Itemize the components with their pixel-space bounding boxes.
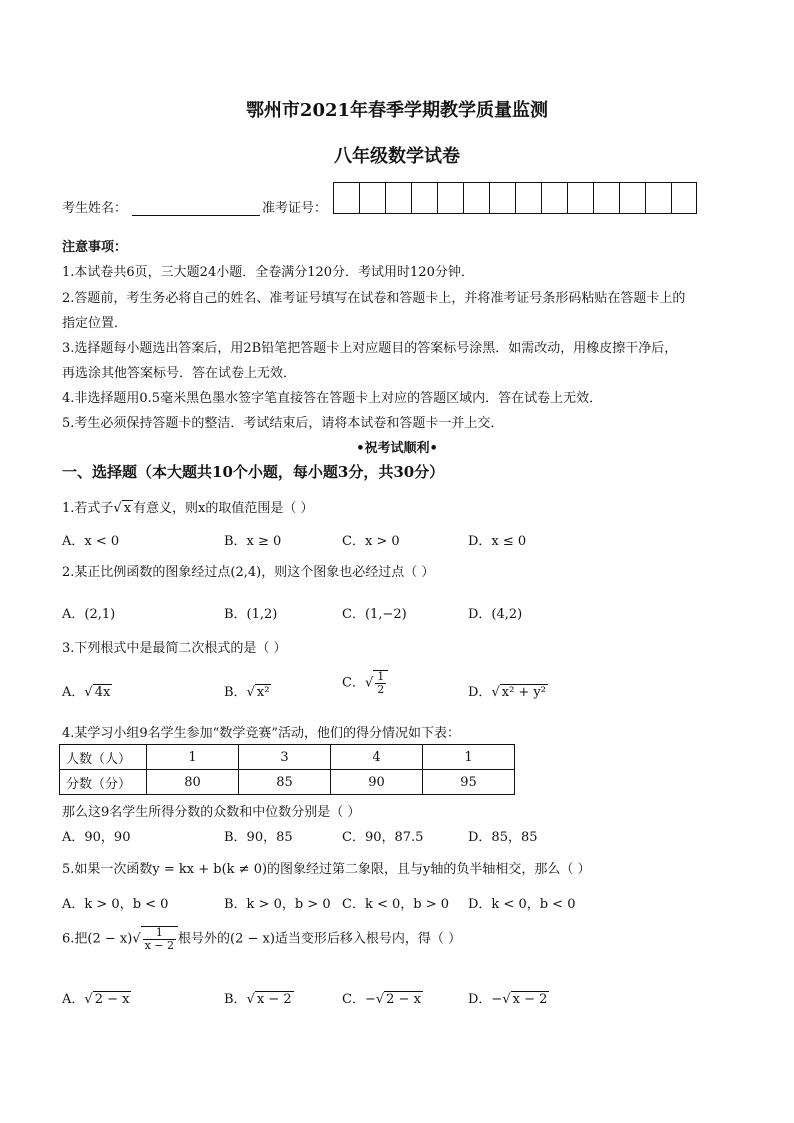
- exam-title: 鄂州市2021年春季学期教学质量监测: [245, 100, 549, 121]
- q4-option-c[interactable]: C．90，87.5: [342, 830, 424, 845]
- q4-option-a[interactable]: A．90，90: [62, 830, 131, 845]
- q3-option-a[interactable]: A．√ 4x: [62, 685, 111, 700]
- table-row-header: 分数（分）: [60, 770, 147, 795]
- q6-option-a[interactable]: A．√ 2 − x: [62, 992, 130, 1007]
- q1-option-a[interactable]: A．x < 0: [62, 534, 120, 549]
- note-item: 4.非选择题用0.5毫米黑色墨水签字笔直接答在答题卡上对应的答题区域内．答在试卷上无效．: [62, 391, 603, 406]
- q1-option-d[interactable]: D．x ≤ 0: [468, 534, 527, 549]
- score-table: [59, 744, 515, 795]
- q5-option-a[interactable]: A．k > 0，b < 0: [62, 897, 169, 912]
- question-2-stem: 2.某正比例函数的图象经过点(2,4)，则这个图象也必经过点（ ）: [62, 565, 435, 580]
- blessing-text: •祝考试顺利•: [356, 441, 438, 456]
- table-row-header: 人数（人）: [60, 745, 147, 770]
- q2-option-a[interactable]: A．(2,1): [62, 607, 116, 622]
- q5-option-d[interactable]: D．k < 0，b < 0: [468, 897, 576, 912]
- table-cell: 3: [239, 745, 331, 770]
- q3-option-b[interactable]: B．√ x²: [224, 685, 270, 700]
- question-5-stem: 5.如果一次函数y = kx + b(k ≠ 0)的图象经过第二象限，且与y轴的负半轴相交，那么（ ）: [62, 862, 591, 877]
- note-item: 再选涂其他答案标号．答在试卷上无效．: [62, 366, 297, 381]
- q6-option-d[interactable]: D．−√ x − 2: [468, 992, 548, 1007]
- name-blank-line[interactable]: [132, 214, 260, 216]
- question-4-stem: 4.某学习小组9名学生参加“数学竞赛”活动，他们的得分情况如下表：: [62, 726, 460, 741]
- question-4-follow: 那么这9名学生所得分数的众数和中位数分别是（ ）: [62, 805, 361, 820]
- radicand: x: [123, 501, 132, 516]
- question-3-stem: 3.下列根式中是最简二次根式的是（ ）: [62, 641, 287, 656]
- name-label: 考生姓名：: [62, 201, 128, 216]
- table-cell: 1: [147, 745, 239, 770]
- note-item: 指定位置．: [62, 316, 128, 331]
- q6-option-c[interactable]: C．−√ 2 − x: [342, 992, 421, 1007]
- id-label: 准考证号：: [262, 201, 328, 216]
- question-6-stem: 6.把(2 − x)√ $\frac{1}{x - 2}$ 根号外的(2 − x)适当变形后移入根号内，得（ ）: [62, 926, 462, 952]
- q1-option-b[interactable]: B．x ≥ 0: [224, 534, 282, 549]
- q3-option-c[interactable]: C．√ $\frac{1}{2}$: [342, 670, 388, 696]
- q6-option-b[interactable]: B．√ x − 2: [224, 992, 292, 1007]
- table-cell: 90: [331, 770, 423, 795]
- table-row: [60, 770, 515, 795]
- note-item: 1.本试卷共6页，三大题24小题．全卷满分120分．考试用时120分钟．: [62, 265, 474, 280]
- id-number-boxes[interactable]: [333, 182, 697, 214]
- candidate-info-row: [62, 182, 742, 216]
- table-cell: 80: [147, 770, 239, 795]
- note-item: 3.选择题每小题选出答案后，用2B铅笔把答题卡上对应题目的答案标号涂黑．如需改动，用橡皮擦干净后，: [62, 341, 678, 356]
- q2-option-c[interactable]: C．(1,−2): [342, 607, 407, 622]
- q4-option-d[interactable]: D．85，85: [468, 830, 538, 845]
- table-cell: 95: [423, 770, 515, 795]
- q4-option-b[interactable]: B．90，85: [224, 830, 293, 845]
- table-cell: 4: [331, 745, 423, 770]
- notes-heading: 注意事项：: [62, 240, 128, 255]
- exam-subtitle: 八年级数学试卷: [334, 146, 460, 167]
- table-row: [60, 745, 515, 770]
- table-cell: 1: [423, 745, 515, 770]
- q2-option-b[interactable]: B．(1,2): [224, 607, 278, 622]
- note-item: 2.答题前，考生务必将自己的姓名、准考证号填写在试卷和答题卡上，并将准考证号条形码粘贴在答题卡上的: [62, 291, 686, 306]
- q2-option-d[interactable]: D．(4,2): [468, 607, 523, 622]
- table-cell: 85: [239, 770, 331, 795]
- note-item: 5.考生必须保持答题卡的整洁．考试结束后，请将本试卷和答题卡一并上交．: [62, 416, 504, 431]
- section-heading: 一、选择题（本大题共10个小题，每小题3分，共30分）: [62, 463, 445, 481]
- q5-option-b[interactable]: B．k > 0，b > 0: [224, 897, 331, 912]
- q5-option-c[interactable]: C．k < 0，b > 0: [342, 897, 450, 912]
- question-1-stem: 1.若式子√ x 有意义，则x的取值范围是（ ）: [62, 501, 314, 516]
- q1-option-c[interactable]: C．x > 0: [342, 534, 400, 549]
- q3-option-d[interactable]: D．√ x² + y²: [468, 685, 546, 700]
